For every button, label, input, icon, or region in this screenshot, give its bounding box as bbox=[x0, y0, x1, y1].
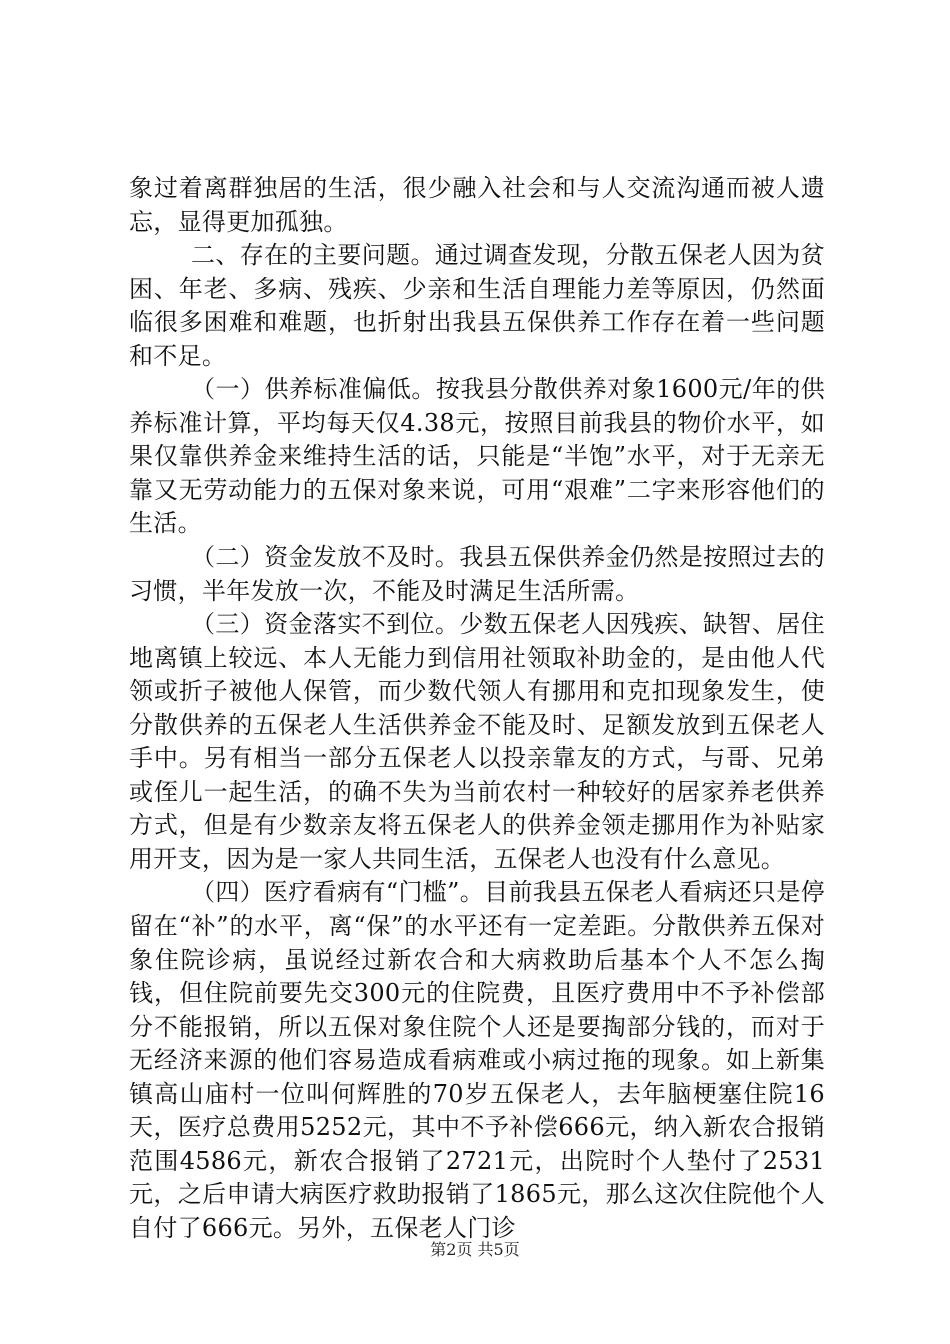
document-body bbox=[129, 172, 825, 1246]
paragraph: 象过着离群独居的生活，很少融入社会和与人交流沟通而被人遗忘，显得更加孤独。 bbox=[129, 174, 825, 236]
paragraph: （三）资金落实不到位。少数五保老人因残疾、缺智、居住地离镇上较远、本人无能力到信用社领取补助金的，是由他人代领或折子被他人保管，而少数代领人有挪用和克扣现象发生，使分散供养的五保老人生活供养金不能及时、足额发放到五保老人手中。另有相当一部分五保老人以投亲靠友的方式，与哥、兄弟或侄儿一起生活，的确不失为当前农村一种较好的居家养老供养方式，但是有少数亲友将五保老人的供养金领走挪用作为补贴家用开支，因为是一家人共同生活，五保老人也没有什么意见。 bbox=[129, 610, 825, 873]
paragraph: 二、存在的主要问题。通过调查发现，分散五保老人因为贫困、年老、多病、残疾、少亲和生活自理能力差等原因，仍然面临很多困难和难题，也折射出我县五保供养工作存在着一些问题和不足。 bbox=[129, 241, 825, 370]
paragraph: （二）资金发放不及时。我县五保供养金仍然是按照过去的习惯，半年发放一次，不能及时满足生活所需。 bbox=[129, 543, 825, 605]
paragraph: （一）供养标准偏低。按我县分散供养对象1600元/年的供养标准计算，平均每天仅4.38元，按照目前我县的物价水平，如果仅靠供养金来维持生活的话，只能是“半饱”水平，对于无亲无靠又无劳动能力的五保对象来说，可用“艰难”二字来形容他们的生活。 bbox=[129, 375, 825, 538]
page-footer: 第2页 共5页 bbox=[430, 1240, 520, 1259]
paragraph: （四）医疗看病有“门槛”。目前我县五保老人看病还只是停留在“补”的水平，离“保”的水平还有一定差距。分散供养五保对象住院诊病，虽说经过新农合和大病救助后基本个人不怎么掏钱，但住院前要先交300元的住院费，且医疗费用中不予补偿部分不能报销，所以五保对象住院个人还是要掏部分钱的，而对于无经济来源的他们容易造成看病难或小病过拖的现象。如上新集镇高山庙村一位叫何辉胜的70岁五保老人，去年脑梗塞住院16天，医疗总费用5252元，其中不予补偿666元，纳入新农合报销范围4586元，新农合报销了2721元，出院时个人垫付了2531元，之后申请大病医疗救助报销了1865元，那么这次住院他个人自付了666元。另外，五保老人门诊 bbox=[129, 878, 825, 1242]
